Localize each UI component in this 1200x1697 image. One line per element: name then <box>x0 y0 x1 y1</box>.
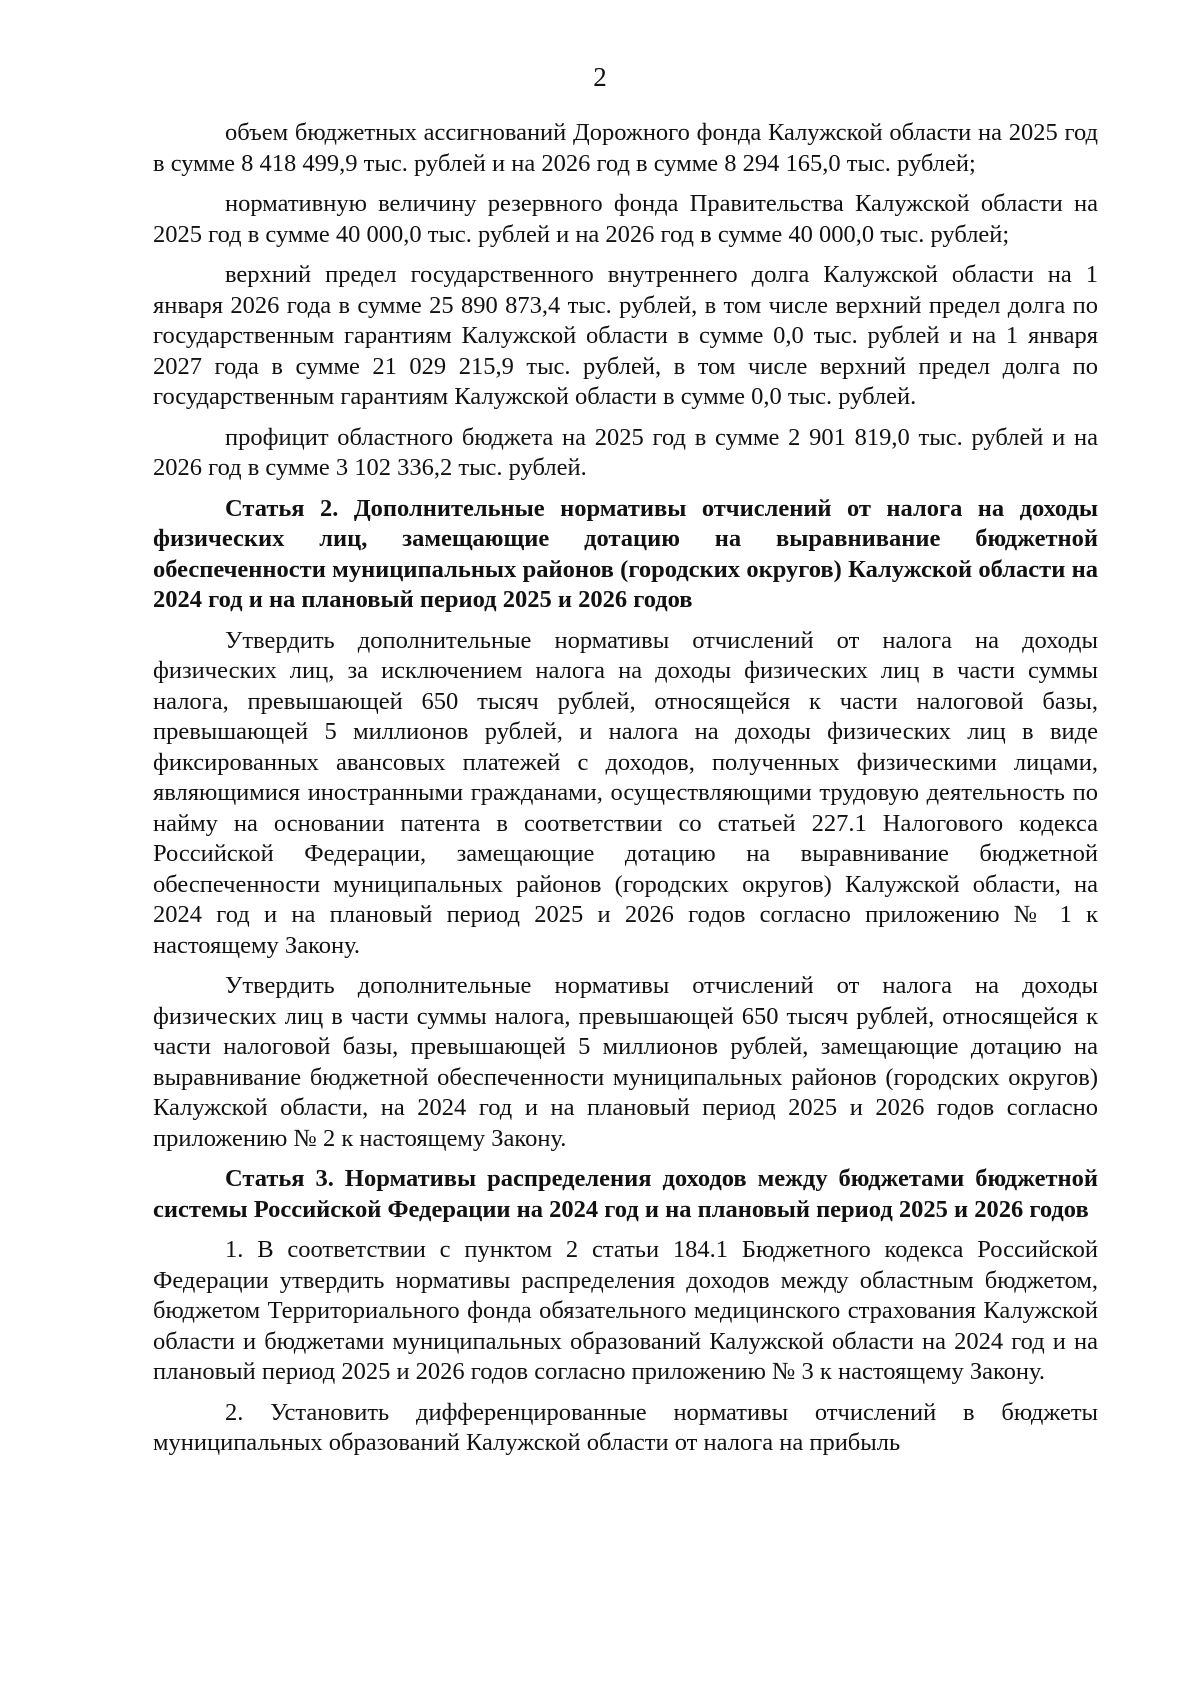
paragraph-road-fund: объем бюджетных ассигнований Дорожного фонда Калужской области на 2025 год в сумме 8 418 499,9 тыс. рублей и на 2026 год в сумме 8 294 165,0 тыс. рублей; <box>153 119 1098 177</box>
paragraph-debt-limit: верхний предел государственного внутреннего долга Калужской области на 1 января 2026 года в сумме 25 890 873,4 тыс. рублей, в том числе верхний предел долга по государственным гарантиям Калужской области в сумме 0,0 тыс. рублей и на 1 января 2027 года в сумме 21 029 215,9 тыс. рублей, в том числе верхний предел долга по государственным гарантиям Калужской области в сумме 0,0 тыс. рублей. <box>153 261 1098 410</box>
article-2-heading: Статья 2. Дополнительные нормативы отчислений от налога на доходы физических лиц, замещающие дотацию на выравнивание бюджетной обеспеченности муниципальных районов (городских округов) Калужской области на 2024 год и на плановый период 2025 и 2026 годов <box>153 494 1098 613</box>
article-2-paragraph: Утвердить дополнительные нормативы отчислений от налога на доходы физических лиц в части суммы налога, превышающей 650 тысяч рублей, относящейся к части налоговой базы, превышающей 5 миллионов рублей, замещающие дотацию на выравнивание бюджетной обеспеченности муниципальных районов (городских округов) Калужской области, на 2024 год и на плановый период 2025 и 2026 годов согласно приложению № 2 к настоящему Закону. <box>153 972 1098 1152</box>
paragraph-surplus: профицит областного бюджета на 2025 год в сумме 2 901 819,0 тыс. рублей и на 2026 год в сумме 3 102 336,2 тыс. рублей. <box>153 423 1098 481</box>
page-number: 2 <box>593 62 607 92</box>
document-body <box>153 118 1098 1467</box>
article-3-paragraph: 1. В соответствии с пунктом 2 статьи 184.1 Бюджетного кодекса Российской Федерации утвердить нормативы распределения доходов между областным бюджетом, бюджетом Территориального фонда обязательного медицинского страхования Калужской области и бюджетами муниципальных образований Калужской области на 2024 год и на плановый период 2025 и 2026 годов согласно приложению № 3 к настоящему Закону. <box>153 1236 1098 1385</box>
paragraph-reserve-fund: нормативную величину резервного фонда Правительства Калужской области на 2025 год в сумме 40 000,0 тыс. рублей и на 2026 год в сумме 40 000,0 тыс. рублей; <box>153 190 1098 248</box>
article-3-paragraph: 2. Установить дифференцированные нормативы отчислений в бюджеты муниципальных образований Калужской области от налога на прибыль <box>153 1398 1098 1456</box>
article-3-heading: Статья 3. Нормативы распределения доходов между бюджетами бюджетной системы Российской Федерации на 2024 год и на плановый период 2025 и 2026 годов <box>153 1165 1098 1223</box>
article-2-paragraph: Утвердить дополнительные нормативы отчислений от налога на доходы физических лиц, за исключением налога на доходы физических лиц в части суммы налога, превышающей 650 тысяч рублей, относящейся к части налоговой базы, превышающей 5 миллионов рублей, и налога на доходы физических лиц в виде фиксированных авансовых платежей с доходов, полученных физическими лицами, являющимися иностранными гражданами, осуществляющими трудовую деятельность по найму на основании патента в соответствии со статьей 227.1 Налогового кодекса Российской Федерации, замещающие дотацию на выравнивание бюджетной обеспеченности муниципальных районов (городских округов) Калужской области, на 2024 год и на плановый период 2025 и 2026 годов согласно приложению № 1 к настоящему Закону. <box>153 626 1098 959</box>
